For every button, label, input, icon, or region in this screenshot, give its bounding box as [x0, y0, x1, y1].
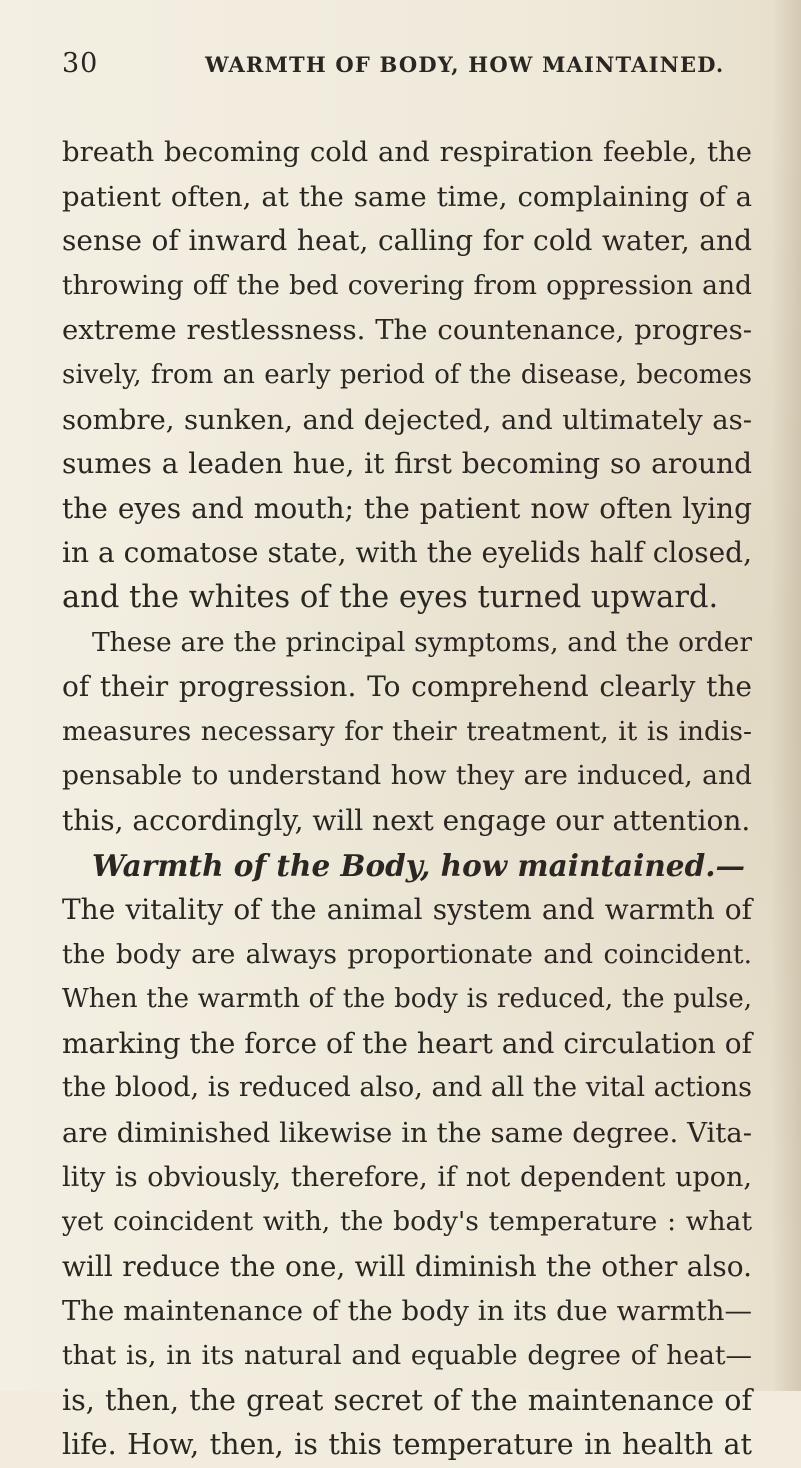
text-line: patient often, at the same time, complaining of a	[62, 180, 752, 213]
text-line: the eyes and mouth; the patient now often lying	[62, 491, 752, 525]
text-line: sumes a leaden hue, it first becoming so around	[62, 447, 752, 481]
text-line: throwing off the bed covering from oppression and	[62, 269, 752, 301]
text-line: this, accordingly, will next engage our attention.	[62, 803, 751, 837]
text-line: is, then, the great secret of the maintenance of	[62, 1383, 752, 1417]
text-line: When the warmth of the body is reduced, the pulse,	[62, 984, 752, 1015]
text-line: of their progression. To comprehend clearly the	[62, 670, 752, 704]
section-heading: Warmth of the Body, how maintained.—	[92, 847, 745, 883]
page-number: 30	[62, 48, 99, 79]
text-line: will reduce the one, will diminish the other also.	[62, 1249, 752, 1283]
text-line: in a comatose state, with the eyelids half closed,	[62, 536, 752, 570]
text-line: marking the force of the heart and circulation of	[62, 1026, 752, 1060]
text-line: The vitality of the animal system and warmth of	[62, 893, 752, 927]
text-line: extreme restlessness. The countenance, progres-	[62, 314, 752, 347]
text-line: yet coincident with, the body's temperature : what	[62, 1206, 752, 1238]
text-line: The maintenance of the body in its due warmth—	[62, 1295, 752, 1328]
text-line: the body are always proportionate and coincident.	[62, 938, 752, 970]
text-line: that is, in its natural and equable degree of heat—	[62, 1340, 752, 1372]
section-heading-line	[62, 844, 752, 889]
text-line: are diminished likewise in the same degree. Vita-	[62, 1117, 752, 1150]
text-line: breath becoming cold and respiration feeble, the	[62, 136, 752, 168]
text-line: sively, from an early period of the disease, becomes	[62, 359, 752, 390]
text-line: the blood, is reduced also, and all the vital actions	[62, 1072, 752, 1104]
text-line: pensable to understand how they are induced, and	[62, 760, 752, 792]
text-line: lity is obviously, therefore, if not dependent upon,	[62, 1161, 752, 1193]
text-line: measures necessary for their treatment, it is indis-	[62, 715, 752, 747]
page-edge-shadow	[771, 0, 801, 1391]
running-head: WARMTH OF BODY, HOW MAINTAINED.	[205, 52, 725, 77]
text-line: and the whites of the eyes turned upward.	[62, 579, 719, 615]
text-line: sombre, sunken, and dejected, and ultimately as-	[62, 403, 752, 436]
text-line: sense of inward heat, calling for cold water, and	[62, 224, 752, 258]
text-line: These are the principal symptoms, and the order	[92, 626, 752, 658]
body-text	[62, 130, 752, 1468]
page-header	[62, 48, 752, 88]
text-line: life. How, then, is this temperature in health at	[62, 1428, 752, 1462]
